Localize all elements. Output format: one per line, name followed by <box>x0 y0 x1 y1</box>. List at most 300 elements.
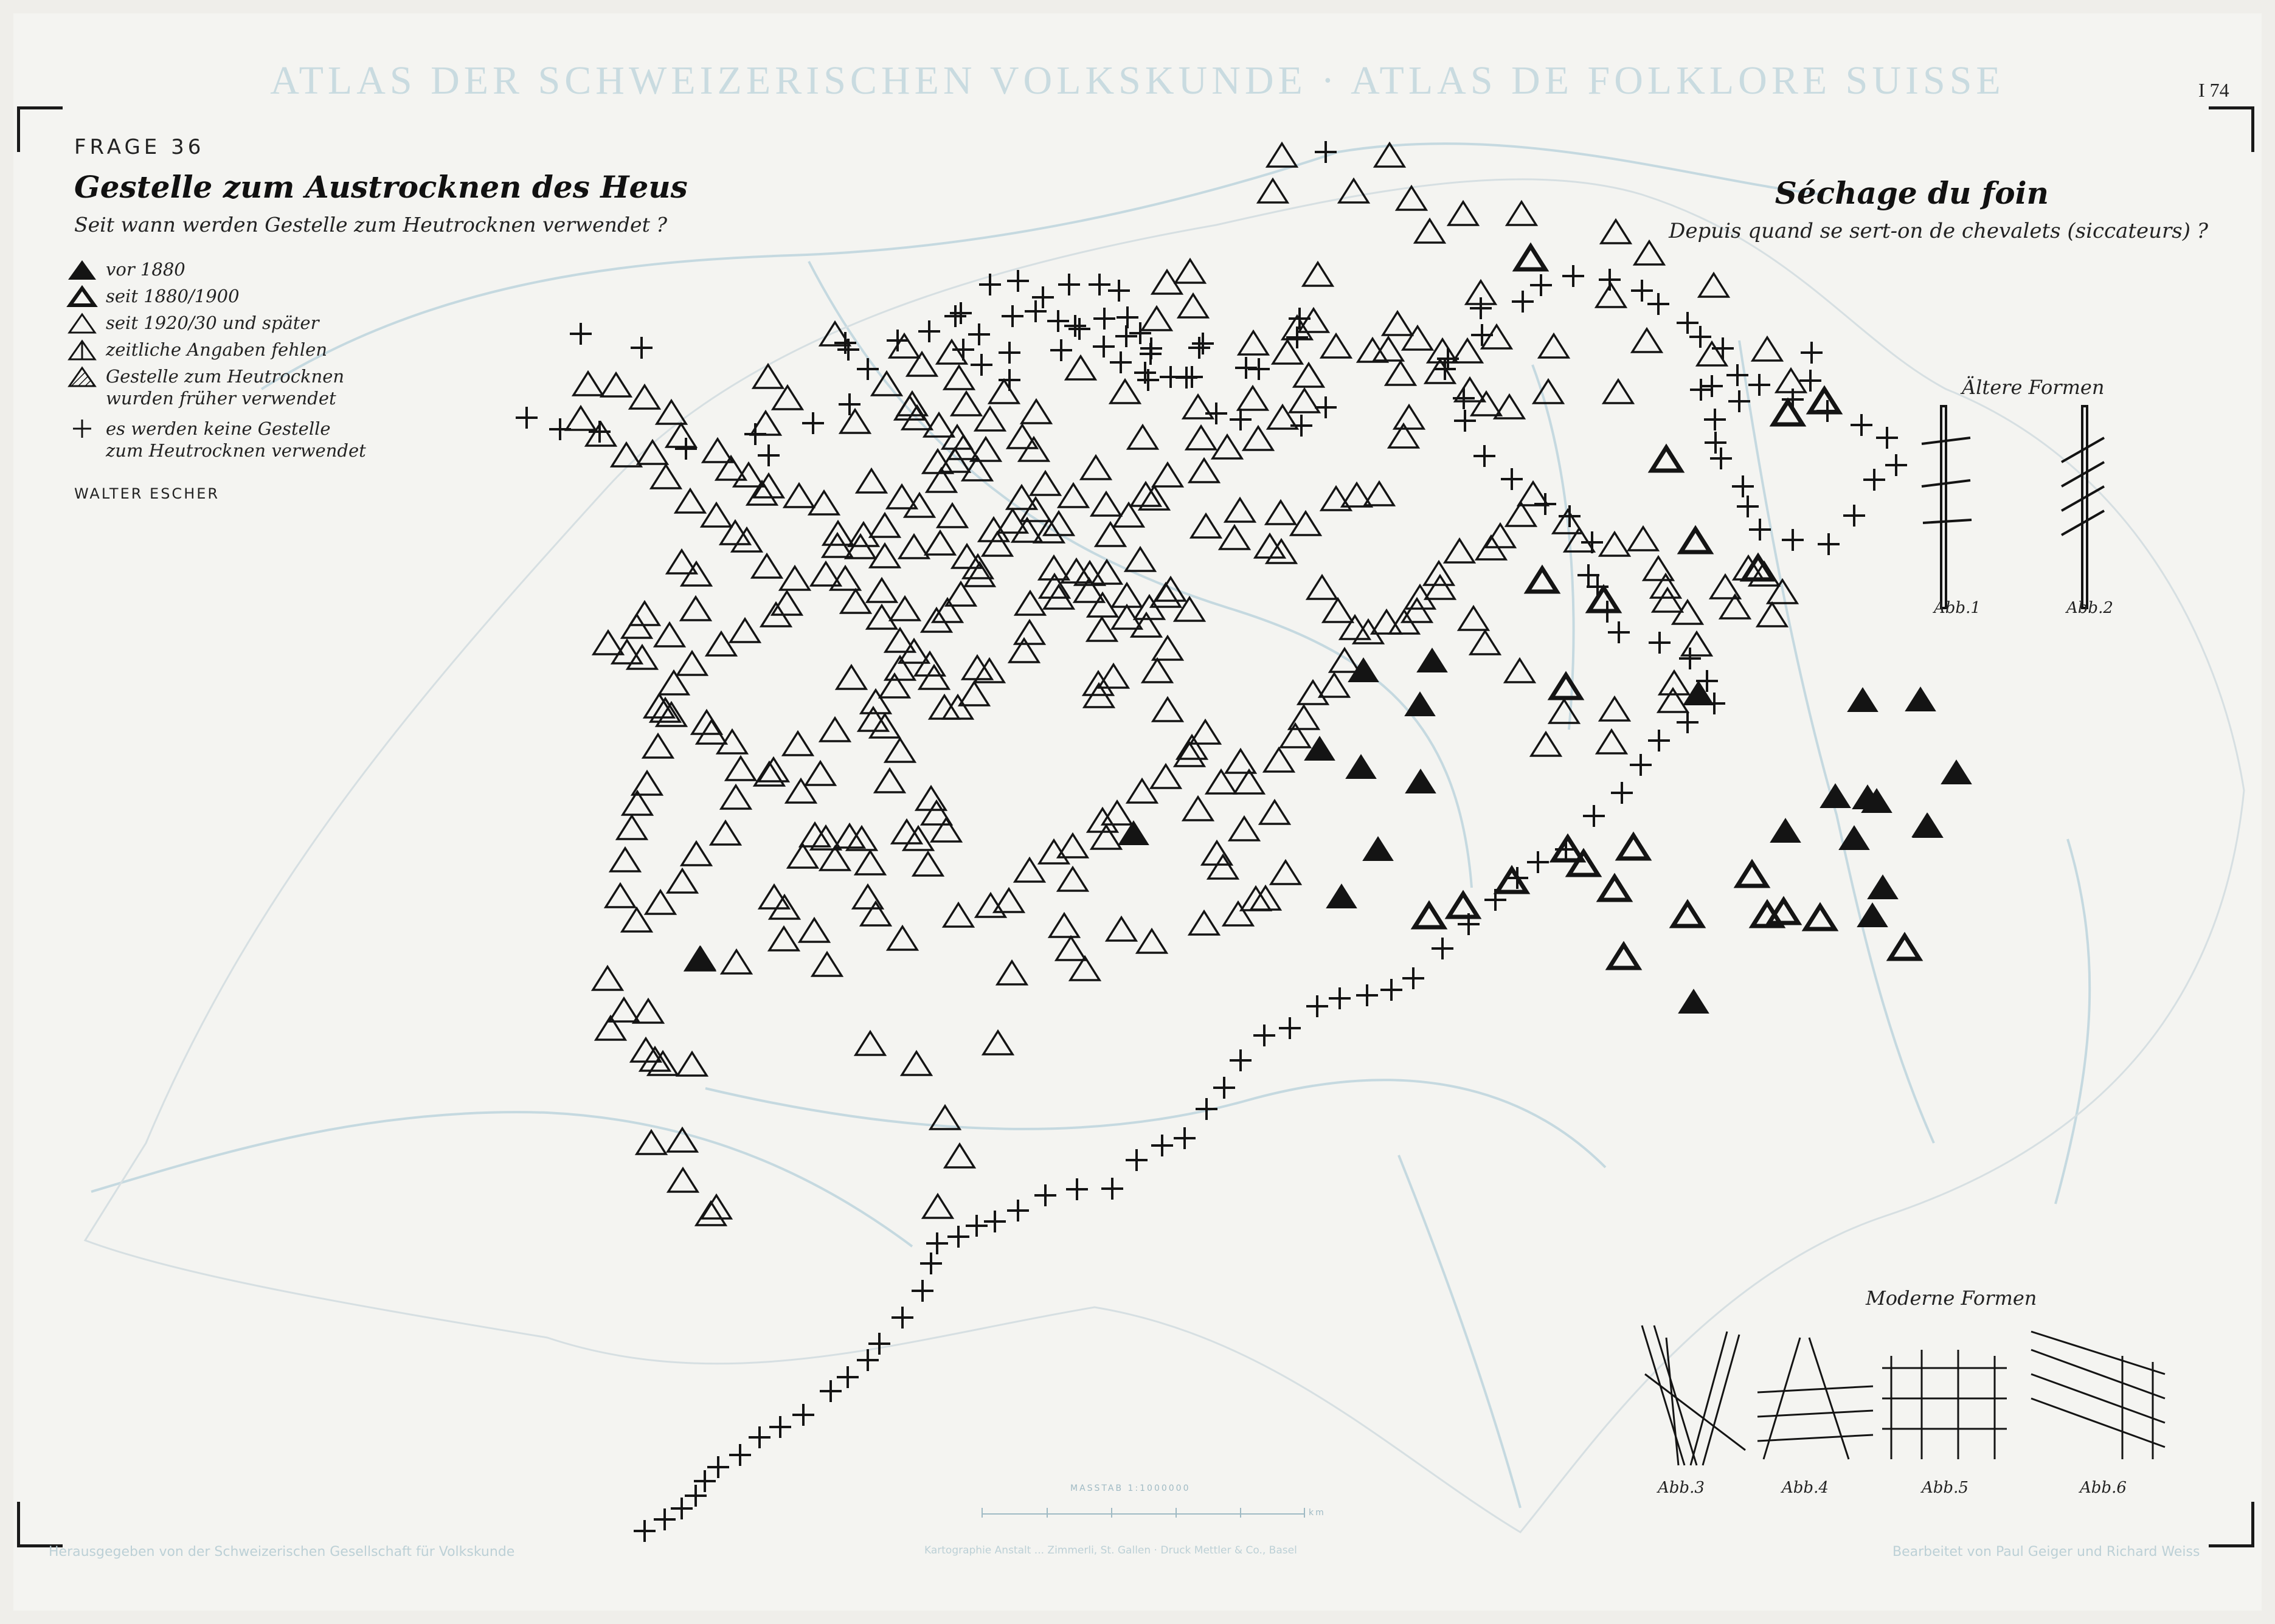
filled-triangle-marker <box>1848 688 1877 711</box>
open-triangle-marker <box>1189 459 1219 482</box>
old-form-abb2 <box>2062 406 2104 608</box>
open-triangle-marker <box>1226 750 1255 773</box>
plus-marker <box>1732 475 1754 497</box>
legend-label: Gestelle zum Heutrocknen <box>106 366 345 387</box>
plus-marker <box>1101 1178 1123 1200</box>
open-triangle-marker <box>1340 616 1370 639</box>
abb-label: Abb.4 <box>1782 1479 1829 1497</box>
open-triangle-marker <box>919 666 949 689</box>
open-triangle-marker <box>601 373 631 396</box>
bold-triangle-marker <box>1652 447 1681 471</box>
open-triangle-marker <box>960 682 989 705</box>
plus-marker <box>1611 782 1633 804</box>
plus-marker <box>1089 274 1110 295</box>
plus-marker <box>1230 409 1252 430</box>
open-triangle-marker <box>937 340 966 364</box>
plus-marker <box>1093 308 1115 330</box>
open-triangle-marker <box>1179 294 1208 317</box>
plus-marker <box>1181 366 1203 388</box>
open-triangle-marker <box>857 469 886 492</box>
plus-marker <box>1470 297 1492 319</box>
open-triangle-marker <box>837 666 866 689</box>
open-triangle-marker <box>617 816 646 839</box>
open-triangle-marker <box>1397 187 1426 210</box>
plus-marker <box>1066 1178 1088 1200</box>
open-triangle-marker <box>907 353 937 376</box>
legend-label-line2: wurden früher verwendet <box>106 388 336 409</box>
open-triangle-marker <box>1176 260 1205 283</box>
open-triangle-marker <box>983 1031 1013 1054</box>
open-triangle-marker <box>1015 621 1044 644</box>
plus-marker <box>1876 427 1898 449</box>
map-title-german: Gestelle zum Austrocknen des Heus <box>74 169 688 205</box>
legend-label: seit 1880/1900 <box>106 286 240 306</box>
plus-marker <box>1608 621 1630 643</box>
open-triangle-marker <box>944 904 973 927</box>
open-triangle-marker <box>1189 911 1219 935</box>
open-triangle-marker <box>1299 309 1328 332</box>
plus-marker <box>857 1349 879 1371</box>
open-triangle-marker <box>1651 575 1680 598</box>
open-triangle-marker <box>622 615 651 638</box>
legend-label-line2: zum Heutrocknen verwendet <box>106 440 366 461</box>
filled-triangle-marker <box>1906 688 1935 711</box>
abb-label: Abb.5 <box>1922 1479 1969 1497</box>
plus-marker <box>749 1426 770 1448</box>
open-triangle-marker <box>1008 425 1037 448</box>
plus-marker <box>1002 305 1023 327</box>
plus-marker <box>1093 336 1115 358</box>
open-triangle-marker <box>676 489 705 513</box>
plus-marker <box>1512 291 1534 313</box>
open-triangle-marker <box>769 927 798 950</box>
open-triangle-marker <box>1183 395 1213 418</box>
filled-triangle-marker <box>1406 770 1435 793</box>
open-triangle-marker <box>707 632 736 655</box>
open-triangle-marker <box>1081 456 1110 479</box>
open-triangle-marker <box>1264 748 1293 772</box>
open-triangle-marker <box>1260 801 1289 824</box>
plus-marker <box>1432 938 1453 959</box>
open-triangle-marker <box>1191 514 1221 537</box>
plus-marker <box>857 358 879 380</box>
open-triangle-marker <box>870 514 899 537</box>
bold-triangle-marker <box>1415 904 1444 927</box>
open-triangle-marker <box>875 769 904 792</box>
plus-marker <box>1279 1017 1301 1039</box>
open-triangle-marker <box>1059 484 1088 507</box>
inset-modern-heading: Moderne Formen <box>1866 1287 2037 1310</box>
open-triangle-marker <box>1550 700 1579 723</box>
open-triangle-marker <box>1208 855 1238 879</box>
open-triangle-marker <box>702 503 731 527</box>
open-triangle-marker <box>1600 533 1629 556</box>
open-triangle-marker <box>1238 387 1267 410</box>
open-triangle-marker <box>773 386 802 409</box>
open-triangle-marker <box>1445 539 1474 562</box>
plus-marker <box>1192 333 1214 354</box>
open-triangle-marker <box>1424 562 1453 585</box>
filled-triangle-marker <box>1840 826 1869 849</box>
open-triangle-marker <box>1183 797 1213 820</box>
open-triangle-marker <box>1394 406 1424 429</box>
plus-marker <box>744 423 766 445</box>
open-triangle-marker <box>1635 241 1664 264</box>
open-triangle-marker <box>1320 674 1349 697</box>
bold-triangle-marker <box>1890 936 1919 959</box>
open-triangle-marker <box>1482 325 1511 348</box>
plus-marker <box>920 1253 942 1274</box>
open-triangle-marker <box>885 629 915 652</box>
plus-marker <box>1677 312 1698 334</box>
open-triangle-marker <box>1103 801 1132 824</box>
bold-triangle-icon <box>66 283 102 309</box>
open-triangle-marker <box>1321 334 1351 358</box>
open-triangle-marker <box>753 365 783 388</box>
open-triangle-marker <box>963 656 992 679</box>
plus-marker <box>1737 496 1759 517</box>
plus-marker <box>729 1444 751 1466</box>
plus-marker <box>1677 711 1698 733</box>
open-triangle-marker <box>1415 219 1444 243</box>
bold-triangle-marker <box>1516 246 1545 269</box>
plus-marker <box>918 320 940 342</box>
scale-bar <box>982 1508 1304 1518</box>
open-triangle-marker <box>730 619 760 642</box>
plus-marker <box>675 438 697 460</box>
filled-triangle-marker <box>1327 885 1356 908</box>
open-triangle-marker <box>703 439 732 462</box>
plus-marker <box>1851 414 1872 436</box>
bold-triangle-marker <box>1806 906 1835 929</box>
open-triangle-marker <box>1009 639 1039 662</box>
open-triangle-marker <box>1088 809 1117 832</box>
open-triangle-marker <box>1044 512 1073 535</box>
bold-triangle-marker <box>1810 389 1839 412</box>
plus-marker <box>654 1508 676 1530</box>
open-triangle-marker <box>1039 840 1068 863</box>
open-triangle-marker <box>770 896 799 919</box>
plus-marker <box>1034 1184 1056 1206</box>
plus-marker <box>820 1380 842 1402</box>
modern-form-abb3 <box>1642 1325 1745 1465</box>
open-triangle-marker <box>1294 364 1323 387</box>
plus-marker <box>1151 1135 1173 1156</box>
open-triangle-marker <box>783 732 812 755</box>
plus-marker <box>1555 838 1577 860</box>
open-triangle-marker <box>1505 659 1534 682</box>
plus-marker <box>792 1404 814 1426</box>
open-triangle-marker <box>1644 557 1673 580</box>
open-triangle-marker <box>1156 578 1185 601</box>
plus-marker <box>912 1280 933 1302</box>
scale-label: MASSTAB 1:1000000 <box>1070 1484 1191 1493</box>
plus-marker <box>999 369 1020 391</box>
plus-marker <box>1110 351 1132 373</box>
plus-marker <box>1050 339 1072 361</box>
open-triangle-marker <box>1600 697 1629 720</box>
open-triangle-marker <box>1386 362 1415 385</box>
open-triangle-marker <box>655 623 684 646</box>
plus-marker <box>1583 805 1605 827</box>
open-triangle-marker <box>840 410 870 433</box>
open-triangle-marker <box>841 590 870 613</box>
plus-marker <box>1562 265 1584 287</box>
plus-marker <box>1329 987 1351 1009</box>
plus-marker <box>887 330 909 351</box>
plus-marker <box>1527 851 1549 873</box>
open-triangle-marker <box>975 407 1005 430</box>
plus-marker <box>1577 564 1599 586</box>
open-triangle-marker <box>1255 534 1284 558</box>
abb-label: Abb.3 <box>1658 1479 1705 1497</box>
open-triangle-marker <box>983 533 1012 556</box>
open-triangle-marker <box>861 902 890 925</box>
plus-marker <box>758 444 780 466</box>
plus-marker <box>1306 995 1328 1017</box>
open-triangle-marker <box>1050 914 1079 937</box>
open-triangle-marker <box>780 567 809 590</box>
half-triangle-icon <box>66 337 102 362</box>
open-triangle-marker <box>1303 263 1332 286</box>
bold-triangle-marker <box>1449 894 1478 917</box>
open-triangle-marker <box>1099 665 1128 688</box>
modern-form-abb6 <box>2031 1332 2165 1459</box>
plus-icon <box>66 416 102 441</box>
plus-marker <box>999 342 1020 364</box>
plus-marker <box>1160 366 1182 388</box>
open-triangle-icon <box>66 310 102 336</box>
plus-marker <box>1253 1025 1275 1046</box>
map-subtitle-french: Depuis quand se sert-on de chevalets (siccateurs) ? <box>1669 219 2208 243</box>
open-triangle-marker <box>976 894 1005 917</box>
open-triangle-marker <box>1449 202 1478 225</box>
open-triangle-marker <box>835 824 864 848</box>
plus-marker <box>1068 318 1090 340</box>
filled-triangle-marker <box>1679 990 1708 1013</box>
open-triangle-marker <box>880 674 909 697</box>
open-triangle-marker <box>1486 524 1515 547</box>
plus-marker <box>1801 342 1823 364</box>
open-triangle-marker <box>1539 334 1568 358</box>
open-triangle-marker <box>806 762 835 785</box>
open-triangle-marker <box>1066 356 1095 379</box>
map-symbols <box>516 141 1971 1542</box>
open-triangle-marker <box>856 851 885 874</box>
open-triangle-marker <box>1266 501 1295 524</box>
open-triangle-marker <box>1056 937 1086 960</box>
open-triangle-marker <box>1224 902 1253 925</box>
plus-marker <box>979 274 1001 295</box>
open-triangle-marker <box>1241 887 1270 910</box>
open-triangle-marker <box>1151 765 1180 788</box>
inset-old-heading: Ältere Formen <box>1962 376 2105 399</box>
plus-marker <box>1196 1098 1217 1120</box>
filled-triangle-marker <box>686 947 715 970</box>
open-triangle-marker <box>1153 637 1182 660</box>
open-triangle-marker <box>890 334 919 358</box>
plus-marker <box>984 1211 1006 1232</box>
plus-marker <box>1679 648 1701 669</box>
open-triangle-marker <box>885 739 915 762</box>
filled-triangle-marker <box>1913 814 1942 837</box>
bold-triangle-marker <box>1681 529 1710 552</box>
open-triangle-marker <box>1403 327 1432 350</box>
open-triangle-marker <box>752 555 781 578</box>
open-triangle-marker <box>566 407 595 430</box>
plus-marker <box>892 1307 913 1329</box>
plus-marker <box>634 1520 656 1542</box>
open-triangle-marker <box>952 392 981 415</box>
plus-marker <box>966 1215 988 1237</box>
open-triangle-marker <box>820 718 850 741</box>
open-triangle-marker <box>945 1144 974 1167</box>
map-subtitle-german: Seit wann werden Gestelle zum Heutrocknen verwendet ? <box>74 213 668 237</box>
open-triangle-marker <box>902 1052 931 1075</box>
open-triangle-marker <box>1629 527 1658 550</box>
plus-marker <box>1701 375 1723 397</box>
open-triangle-marker <box>812 953 842 976</box>
plus-marker <box>802 412 824 434</box>
bold-triangle-marker <box>1497 869 1526 892</box>
filled-triangle-marker <box>1868 876 1897 899</box>
plus-marker <box>631 337 653 359</box>
open-triangle-marker <box>630 385 659 409</box>
country-boundary <box>85 179 2244 1532</box>
plus-marker <box>1108 280 1130 302</box>
plus-marker <box>971 354 992 376</box>
open-triangle-marker <box>1472 392 1501 415</box>
bold-triangle-marker <box>1609 945 1638 968</box>
plus-marker <box>671 1498 693 1519</box>
filled-triangle-marker <box>1821 784 1850 807</box>
open-triangle-marker <box>1597 730 1626 753</box>
open-triangle-marker <box>1459 607 1488 630</box>
plus-marker <box>1631 280 1653 302</box>
plus-marker <box>1843 505 1865 527</box>
open-triangle-marker <box>1031 472 1060 495</box>
bold-triangle-marker <box>1589 588 1618 611</box>
open-triangle-marker <box>1402 599 1432 622</box>
open-triangle-marker <box>1143 659 1172 682</box>
plus-marker <box>1140 337 1162 359</box>
bold-triangle-marker <box>1569 852 1598 875</box>
hatched-triangle-icon <box>66 364 102 389</box>
plus-marker <box>1749 519 1771 541</box>
open-triangle-marker <box>1239 331 1268 354</box>
plus-marker <box>1117 306 1138 328</box>
plus-marker <box>1818 533 1840 555</box>
plus-marker <box>1174 1127 1196 1149</box>
atlas-title: ATLAS DER SCHWEIZERISCHEN VOLKSKUNDE · ATLAS DE FOLKLORE SUISSE <box>270 58 2005 103</box>
plus-marker <box>1630 754 1652 776</box>
open-triangle-marker <box>1604 380 1633 403</box>
abb-label: Abb.6 <box>2080 1479 2127 1497</box>
bold-triangle-marker <box>1551 675 1581 698</box>
open-triangle-marker <box>1251 886 1280 910</box>
open-triangle-marker <box>1658 689 1688 712</box>
open-triangle-marker <box>1112 584 1141 607</box>
open-triangle-marker <box>1632 329 1661 352</box>
filled-triangle-marker <box>1363 837 1393 860</box>
open-triangle-marker <box>1358 339 1387 362</box>
plus-marker <box>1380 979 1402 1001</box>
plus-marker <box>1473 445 1495 467</box>
plus-marker <box>1599 269 1621 291</box>
open-triangle-marker <box>1230 817 1259 840</box>
open-triangle-marker <box>1110 380 1140 403</box>
filled-triangle-marker <box>1405 693 1435 716</box>
plus-marker <box>1647 293 1669 315</box>
open-triangle-marker <box>1470 631 1500 654</box>
plus-marker <box>1126 1149 1148 1171</box>
plus-marker <box>837 1366 859 1388</box>
open-triangle-marker <box>1258 179 1287 202</box>
plus-marker <box>1530 274 1552 296</box>
open-triangle-marker <box>1058 868 1087 891</box>
plus-marker <box>947 1226 969 1248</box>
open-triangle-marker <box>888 927 917 950</box>
open-triangle-marker <box>677 652 707 675</box>
open-triangle-marker <box>668 1169 698 1192</box>
open-triangle-marker <box>1281 724 1310 747</box>
plus-marker <box>1290 415 1312 437</box>
open-triangle-marker <box>1757 603 1787 626</box>
plus-marker <box>1648 730 1670 752</box>
plus-marker <box>1885 454 1907 476</box>
open-triangle-marker <box>681 597 710 620</box>
plus-marker <box>1007 1200 1029 1221</box>
plus-marker <box>685 1485 707 1507</box>
open-triangle-marker <box>677 1052 707 1076</box>
open-triangle-marker <box>1244 427 1273 450</box>
abb-label: Abb.1 <box>1934 599 1981 617</box>
footer-editors: Bearbeitet von Paul Geiger und Richard Weiss <box>1892 1544 2200 1560</box>
plus-marker <box>1129 322 1151 344</box>
open-triangle-marker <box>1267 143 1297 167</box>
plus-marker <box>1782 529 1804 551</box>
plus-marker <box>1315 396 1337 418</box>
plus-marker <box>944 305 966 327</box>
plus-marker <box>1712 337 1734 359</box>
plus-marker <box>549 418 571 440</box>
open-triangle-marker <box>697 720 726 744</box>
open-triangle-marker <box>1271 861 1300 884</box>
open-triangle-marker <box>1518 482 1548 505</box>
open-triangle-marker <box>989 380 1019 403</box>
plus-marker <box>1863 469 1885 491</box>
plus-marker <box>694 1470 716 1492</box>
open-triangle-marker <box>1142 307 1171 330</box>
open-triangle-marker <box>1601 220 1630 243</box>
map-title-french: Séchage du foin <box>1775 175 2049 211</box>
open-triangle-marker <box>1137 930 1166 953</box>
open-triangle-marker <box>1699 274 1728 297</box>
open-triangle-marker <box>573 372 603 395</box>
plus-marker <box>1007 270 1029 292</box>
open-triangle-marker <box>1186 426 1216 449</box>
plus-marker <box>950 302 972 324</box>
open-triangle-marker <box>809 491 839 514</box>
open-triangle-marker <box>593 967 622 990</box>
filled-triangle-icon <box>66 257 102 282</box>
open-triangle-marker <box>1307 576 1337 599</box>
plus-marker <box>1402 967 1424 989</box>
open-triangle-marker <box>867 579 896 602</box>
plus-marker <box>968 323 990 345</box>
open-triangle-marker <box>646 891 675 914</box>
legend-label: es werden keine Gestelle <box>106 418 331 439</box>
